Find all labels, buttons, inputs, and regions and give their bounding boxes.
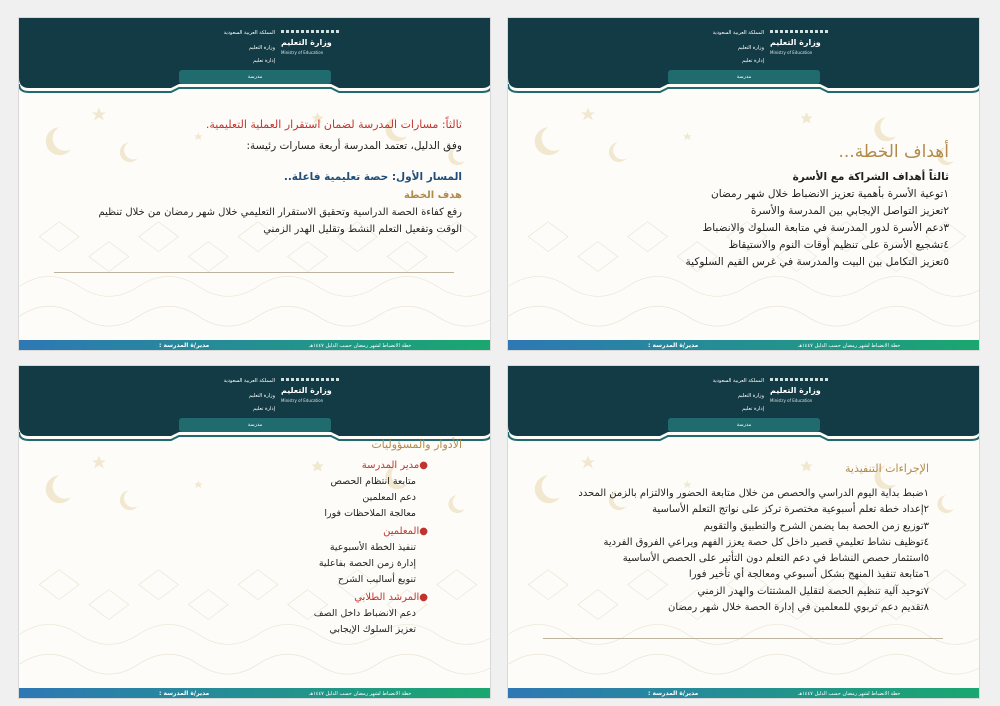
slide2-divider	[54, 272, 454, 273]
slide2-goal-text: الوقت وتفعيل التعلم النشط وتقليل الهدر الزمني	[263, 224, 462, 235]
role-label: المعلمين	[383, 526, 420, 537]
slide1-item: ٢تعزيز التواصل الإيجابي بين المدرسة والأسرة	[750, 205, 949, 217]
slide3-item: ٧توحيد آلية تنظيم الحصة لتقليل المشتتات والهدر الزمني	[697, 585, 929, 597]
slide1-item: ٥تعزيز التكامل بين البيت والمدرسة في غرس القيم السلوكية	[685, 256, 949, 268]
slide1-title: أهداف الخطة...	[838, 142, 949, 162]
slide-plan-goals	[507, 17, 980, 351]
slide3-title: الإجراءات التنفيذية	[845, 462, 929, 475]
slide3-divider	[543, 638, 943, 639]
slide3-item: ٣توزيع زمن الحصة بما يضمن الشرح والتطبيق والتقويم	[703, 520, 929, 532]
ministry-label: وزارة التعليم	[737, 45, 764, 51]
slide2-goal-label: هدف الخطة	[403, 190, 462, 201]
slide3-item: ١ضبط بداية اليوم الدراسي والحصص من خلال متابعة الحضور والالتزام بالزمن المحدد	[578, 488, 929, 499]
slide3-item: ٤توظيف نشاط تعليمي قصير داخل كل حصة يعزز الفهم ويراعي الفروق الفردية	[603, 536, 929, 548]
duty-item: تنويع أساليب الشرح	[337, 574, 416, 585]
slide-procedures	[507, 365, 980, 699]
ministry-logo-ar: وزارة التعليم	[770, 38, 821, 47]
duty-item: تنفيذ الخطة الأسبوعية	[329, 542, 416, 553]
footer-plan-title: خطة الانضباط لشهر رمضان حسب الدليل ١٤٤٧هـ	[798, 691, 901, 697]
slide1-item: ٣دعم الأسرة لدور المدرسة في متابعة السلوك والانضباط	[702, 222, 949, 234]
slide2-goal-text: رفع كفاءة الحصة الدراسية وتحقيق الاستقرار التعليمي خلال شهر رمضان من خلال تنظيم	[98, 207, 462, 218]
kingdom-label: المملكة العربية السعودية	[712, 378, 764, 384]
footer-plan-title: خطة الانضباط لشهر رمضان حسب الدليل ١٤٤٧هـ	[309, 691, 412, 697]
slide3-item: ٢إعداد خطة تعلم أسبوعية مختصرة تركز على نواتج التعلم الأساسية	[652, 504, 929, 516]
ministry-label: وزارة التعليم	[248, 393, 275, 399]
slide2-track: المسار الأول: حصة تعليمية فاعلة..	[283, 171, 462, 183]
slide3-item: ٥استثمار حصص النشاط في دعم التعلم دون التأثير على الحصص الأساسية	[622, 553, 929, 565]
footer-principal: مدير/ة المدرسة :	[159, 690, 210, 697]
slide3-item: ٦متابعة تنفيذ المنهج بشكل أسبوعي ومعالجة أي تأخير فورا	[688, 569, 929, 581]
footer-principal: مدير/ة المدرسة :	[159, 342, 210, 349]
role-label: المرشد الطلابي	[354, 592, 420, 603]
footer-plan-title: خطة الانضباط لشهر رمضان حسب الدليل ١٤٤٧هـ	[309, 343, 412, 349]
school-tab: مدرسة	[736, 422, 752, 428]
ministry-logo-en: Ministry of Education	[281, 50, 324, 55]
ministry-label: وزارة التعليم	[248, 45, 275, 51]
slide2-content	[32, 116, 462, 238]
footer-bar	[508, 688, 980, 698]
kingdom-label: المملكة العربية السعودية	[712, 30, 764, 36]
role-counselor: ●المرشد الطلابي	[354, 592, 428, 603]
admin-label: إدارة تعليم	[742, 406, 764, 412]
slide1-item: ١توعية الأسرة بأهمية تعزيز الانضباط خلال شهر رمضان	[711, 188, 949, 200]
footer-bar	[19, 688, 491, 698]
role-label: مدير المدرسة	[361, 460, 420, 471]
slide-school-tracks	[18, 17, 491, 351]
duty-item: إدارة زمن الحصة بفاعلية	[318, 558, 416, 569]
slide1-subtitle: ثالثاً أهداف الشراكة مع الأسرة	[792, 171, 949, 183]
slide2-title: ثالثاً: مسارات المدرسة لضمان استقرار العملية التعليمية.	[205, 118, 462, 131]
role-teachers: ●المعلمين	[383, 526, 428, 537]
footer-bar	[508, 340, 980, 350]
footer-principal: مدير/ة المدرسة :	[648, 342, 699, 349]
kingdom-label: المملكة العربية السعودية	[223, 30, 275, 36]
duty-item: تعزيز السلوك الإيجابي	[329, 624, 416, 635]
admin-label: إدارة تعليم	[742, 58, 764, 64]
slide4-title: الأدوار والمسؤوليات	[371, 438, 462, 451]
slide1-item: ٤تشجيع الأسرة على تنظيم أوقات النوم والاستيقاظ	[728, 239, 949, 251]
ministry-logo-en: Ministry of Education	[770, 50, 813, 55]
admin-label: إدارة تعليم	[253, 58, 275, 64]
school-tab: مدرسة	[736, 74, 752, 80]
ministry-label: وزارة التعليم	[737, 393, 764, 399]
slide4-content	[162, 436, 462, 638]
ministry-logo-en: Ministry of Education	[770, 398, 813, 403]
footer-principal: مدير/ة المدرسة :	[648, 690, 699, 697]
footer-plan-title: خطة الانضباط لشهر رمضان حسب الدليل ١٤٤٧هـ	[798, 343, 901, 349]
duty-item: معالجة الملاحظات فورا	[324, 508, 416, 519]
school-tab: مدرسة	[247, 422, 263, 428]
slide3-item: ٨تقديم دعم تربوي للمعلمين في إدارة الحصة خلال شهر رمضان	[667, 602, 929, 614]
school-tab: مدرسة	[247, 74, 263, 80]
duty-item: دعم الانضباط داخل الصف	[313, 608, 416, 619]
slide2-intro: وفق الدليل، تعتمد المدرسة أربعة مسارات رئيسة:	[246, 140, 462, 152]
ministry-logo-ar: وزارة التعليم	[281, 38, 332, 47]
ministry-logo-ar: وزارة التعليم	[281, 386, 332, 395]
role-principal: ●مدير المدرسة	[361, 460, 428, 471]
footer-bar	[19, 340, 491, 350]
slide-roles	[18, 365, 491, 699]
admin-label: إدارة تعليم	[253, 406, 275, 412]
slide3-content	[509, 460, 929, 616]
duty-item: متابعة انتظام الحصص	[330, 476, 416, 487]
ministry-logo-en: Ministry of Education	[281, 398, 324, 403]
kingdom-label: المملكة العربية السعودية	[223, 378, 275, 384]
ministry-logo-ar: وزارة التعليم	[770, 386, 821, 395]
slide1-content	[519, 140, 949, 271]
duty-item: دعم المعلمين	[362, 492, 416, 503]
